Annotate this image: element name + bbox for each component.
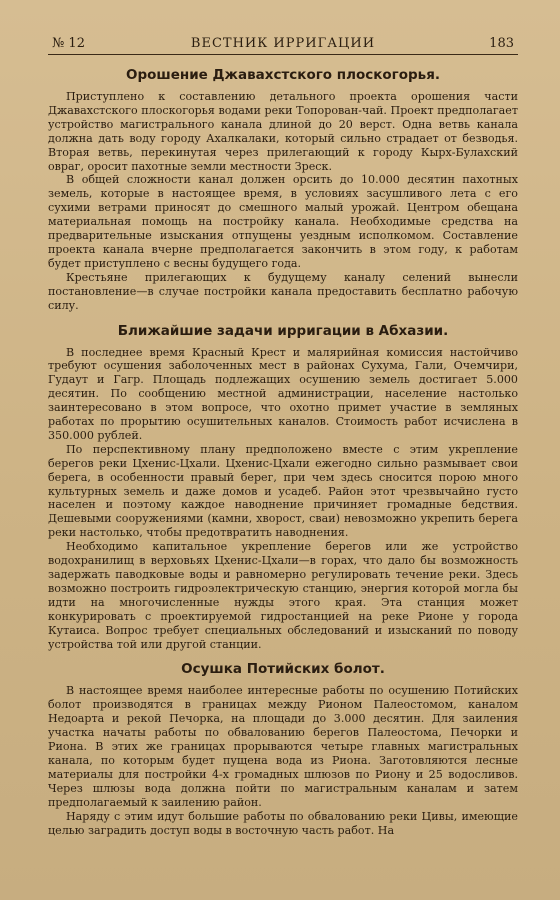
paragraph: Необходимо капитальное укрепление берегов или же устройство водохранилищ в верховьях Цхенис-Цхали—в горах, что дало бы возможность задержать паводковые воды и равномерно регулировать течение реки. Здесь возможно построить гидроэлектрическую станцию, энергия которой могла бы идти на многочисленные нужды этого края. Эта станция может конкурировать с проектируемой гидростанцией на реке Рионе у города Кутаиса. Вопрос требует специальных обследований и изысканий по поводу устройства той или другой станции. (48, 540, 518, 651)
running-header (48, 34, 518, 55)
section-heading: Орошение Джавахстского плоскогорья. (125, 67, 441, 83)
journal-title: ВЕСТНИК ИРРИГАЦИИ (190, 36, 376, 51)
issue-number: № 12 (52, 36, 85, 51)
section-heading: Осушка Потийских болот. (181, 661, 385, 678)
paragraph: По перспективному плану предположено вместе с этим укрепление берегов реки Цхенис-Цхали. Цхенис-Цхали ежегодно сильно размывает свои берега, в особенности правый берег, при чем здесь сносится порою много культурных земель и даже домов и усадеб. Район этот чрезвычайно густо населен и поэтому каждое наводнение причиняет громадные бедствия. Дешевыми сооружениями (камни, хворост, сваи) невозможно укрепить берега реки настолько, чтобы предотвратить наводнения. (48, 442, 518, 540)
paragraph: Приступлено к составлению детального проекта орошения части Джавахстского плоскогорья водами реки Топорован-чай. Проект предполагает устройство магистрального канала длиной до 20 верст. Одна ветвь канала должна дать воду городу Ахалкалаки, который сильно страдает от безводья. Вторая ветвь, перекинутая через прилегающий к городу Кырх-Булахский овраг, оросит пахотные земли местности Зреск. (48, 90, 518, 173)
article-section (48, 661, 518, 837)
paragraph: Наряду с этим идут большие работы по обвалованию реки Цивы, имеющие целью заградить доступ воды в восточную часть работ. На (48, 809, 518, 837)
article-section (48, 67, 518, 313)
article-section (48, 323, 518, 652)
paragraph: Крестьяне прилегающих к будущему каналу селений вынесли постановление—в случае постройки канала предоставить бесплатно рабочую силу. (48, 270, 518, 312)
paragraph: В настоящее время наиболее интересные работы по осушению Потийских болот производятся в границах между Рионом Палеостомом, каналом Недоарта и рекой Печорка, на площади до 3.000 десятин. Для заиления участка начаты работы по обвалованию берегов Палеостома, Печорки и Риона. В этих же границах прорываются четыре главных магистральных канала, по которым будет пущена вода из Риона. Заготовляются лесные материалы для постройки 4-х громадных шлюзов по Риону и 25 водосливов. Через шлюзы вода должна пойти по магистральным каналам и затем предполагаемый к заилению район. (48, 684, 518, 809)
page-number: 183 (489, 36, 514, 51)
paragraph: В общей сложности канал должен орсить до 10.000 десятин пахотных земель, которые в настоящее время, в условиях засушливого лета с его сухими ветрами приносят до смешного малый урожай. Центром обещана материальная помощь на постройку канала. Необходимые средства на предварительные изыскания отпущены уездным исполкомом. Составление проекта канала вчерне предполагается закончить в этом году, к работам будет приступлено с весны будущего года. (48, 173, 518, 270)
section-heading: Ближайшие задачи ирригации в Абхазии. (117, 322, 449, 339)
paragraph: В последнее время Красный Крест и малярийная комиссия настойчиво требуют осушения заболоченных мест в районах Сухума, Гали, Очемчири, Гудаут и Гагр. Площадь подлежащих осушению земель достигает 5.000 десятин. По сообщению местной администрации, население настолько заинтересовано в этом вопросе, что охотно примет участие в земляных работах по прорытию осушительных каналов. Стоимость работ исчислена в 350.000 рублей. (48, 345, 518, 442)
